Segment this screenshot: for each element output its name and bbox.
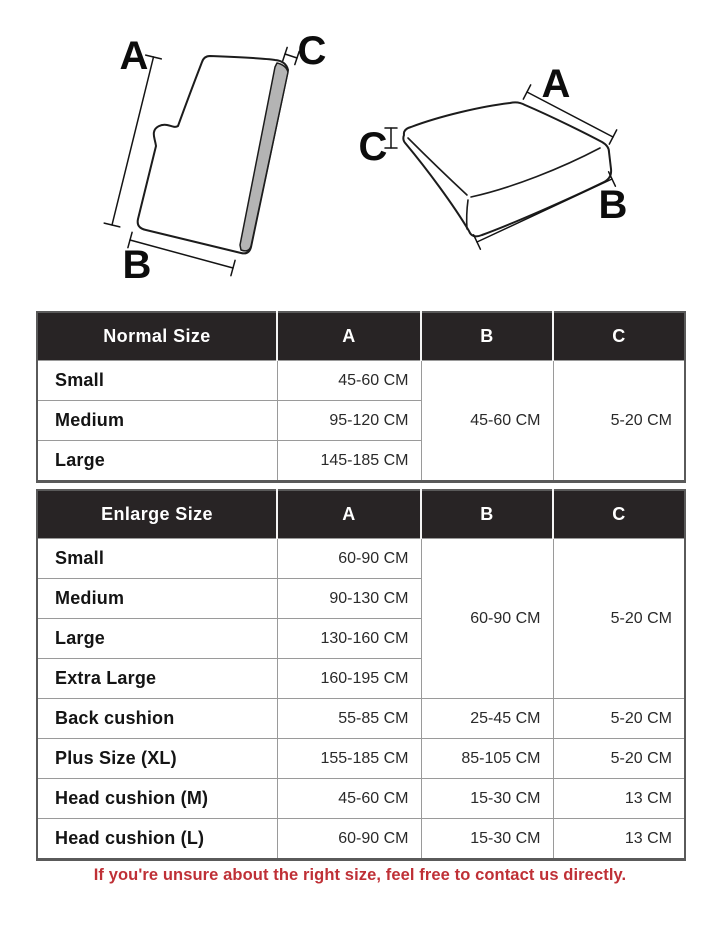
cell-c: 13 CM [553, 779, 685, 819]
normal-table-title: Normal Size [37, 312, 277, 361]
row-label: Head cushion (L) [37, 819, 277, 860]
normal-header-row [37, 312, 685, 361]
row-label: Extra Large [37, 659, 277, 699]
cell-a: 95-120 CM [277, 401, 421, 441]
cell-b-merged: 45-60 CM [421, 361, 553, 482]
cell-b: 25-45 CM [421, 699, 553, 739]
cell-a: 155-185 CM [277, 739, 421, 779]
size-diagrams [0, 0, 720, 300]
cell-c-merged: 5-20 CM [553, 361, 685, 482]
label-a-back: A [119, 34, 149, 78]
cell-b: 85-105 CM [421, 739, 553, 779]
cell-a: 60-90 CM [277, 539, 421, 579]
label-c-seat: C [358, 125, 388, 169]
normal-col-a: A [277, 312, 421, 361]
row-label: Large [37, 619, 277, 659]
cell-b: 15-30 CM [421, 779, 553, 819]
cell-a: 60-90 CM [277, 819, 421, 860]
seat-cushion-diagram [359, 62, 628, 249]
cell-c: 5-20 CM [553, 699, 685, 739]
cell-a: 145-185 CM [277, 441, 421, 482]
normal-col-c: C [553, 312, 685, 361]
enlarge-col-b: B [421, 490, 553, 539]
row-label: Small [37, 361, 277, 401]
cell-c: 5-20 CM [553, 739, 685, 779]
row-label: Large [37, 441, 277, 482]
table-row [37, 539, 685, 579]
label-b-back: B [122, 243, 152, 287]
label-b-seat: B [598, 183, 628, 227]
row-label: Medium [37, 579, 277, 619]
cell-c-merged: 5-20 CM [553, 539, 685, 699]
enlarge-col-a: A [277, 490, 421, 539]
table-row [37, 779, 685, 819]
enlarge-col-c: C [553, 490, 685, 539]
label-a-seat: A [541, 62, 571, 106]
cell-b: 15-30 CM [421, 819, 553, 860]
enlarge-table-title: Enlarge Size [37, 490, 277, 539]
cell-a: 130-160 CM [277, 619, 421, 659]
cell-a: 90-130 CM [277, 579, 421, 619]
back-cushion-diagram [104, 29, 326, 287]
table-row [37, 361, 685, 401]
row-label: Head cushion (M) [37, 779, 277, 819]
table-row [37, 699, 685, 739]
row-label: Plus Size (XL) [37, 739, 277, 779]
cell-a: 45-60 CM [277, 361, 421, 401]
normal-size-table [36, 311, 686, 483]
cell-a: 45-60 CM [277, 779, 421, 819]
seat-cushion-shape [403, 102, 611, 236]
table-row [37, 739, 685, 779]
cell-a: 55-85 CM [277, 699, 421, 739]
cell-b-merged: 60-90 CM [421, 539, 553, 699]
table-row [37, 819, 685, 860]
enlarge-header-row [37, 490, 685, 539]
enlarge-size-table [36, 489, 686, 861]
cell-c: 13 CM [553, 819, 685, 860]
row-label: Medium [37, 401, 277, 441]
contact-note: If you're unsure about the right size, feel free to contact us directly. [93, 866, 627, 884]
normal-col-b: B [421, 312, 553, 361]
label-c-back: C [297, 29, 327, 73]
cell-a: 160-195 CM [277, 659, 421, 699]
row-label: Back cushion [37, 699, 277, 739]
row-label: Small [37, 539, 277, 579]
